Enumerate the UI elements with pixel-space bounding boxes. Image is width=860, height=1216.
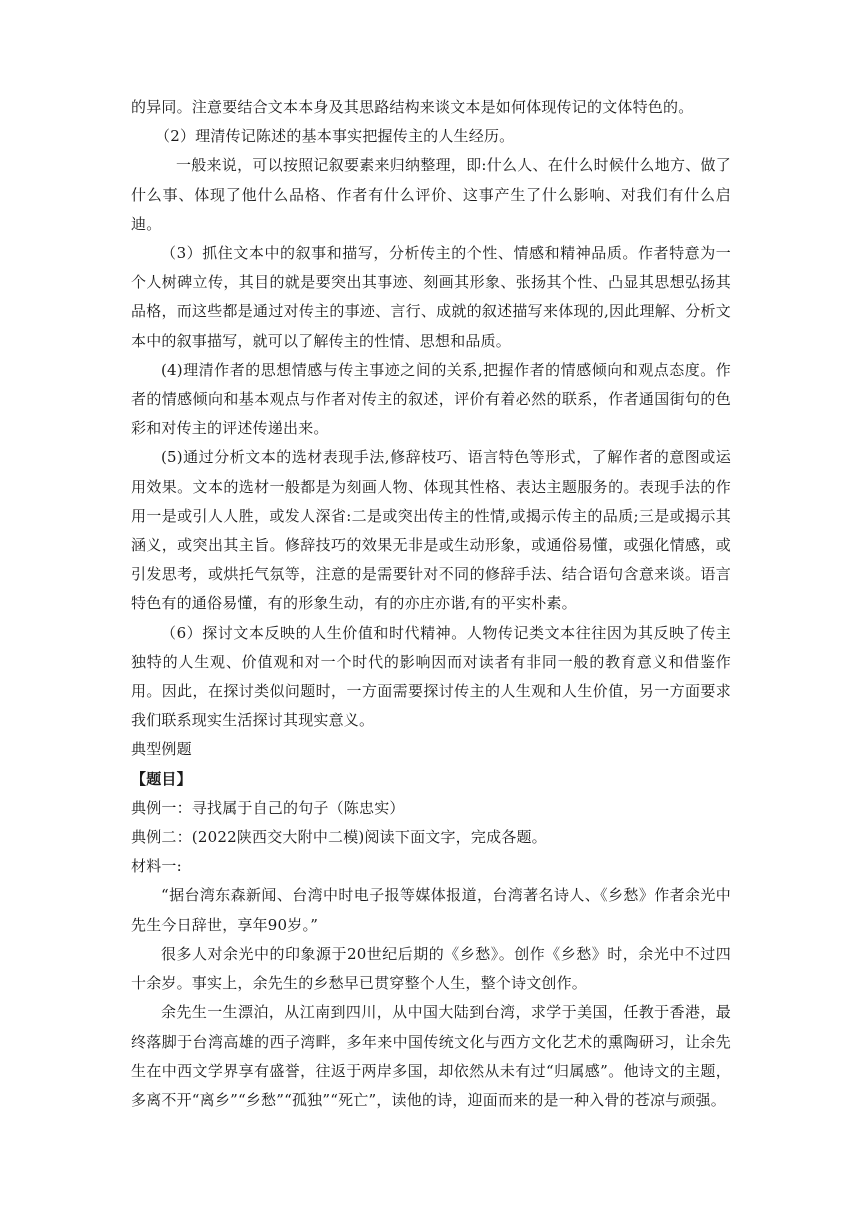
paragraph-point-4: (4)理清作者的思想情感与传主事迹之间的关系,把握作者的情感倾向和观点态度。作者的情感倾向和基本观点与作者对传主的叙述，评价有着必然的联系，作者通国街句的色彩和对传主的评述传递出来。 (131, 360, 731, 438)
paragraph-point-3: （3）抓住文本中的叙事和描写，分析传主的个性、情感和精神品质。作者特意为一个人树碑立传，其目的就是要突出其事迹、刻画其形象、张扬其个性、凸显其思想弘扬其品格，而这些都是通过对传主的事迹、言行、成就的叙述描写来体现的,因此理解、分析文本中的叙事描写，就可以了解传主的性情、思想和品质。 (131, 244, 731, 350)
paragraph-point-2: （2）理清传记陈述的基本事实把握传主的人生经历。 (155, 127, 515, 146)
example-two-title: 典例二：(2022陕西交大附中二模)阅读下面文字，完成各题。 (131, 828, 547, 847)
material-paragraph-quote: “据台湾东森新闻、台湾中时电子报等媒体报道，台湾著名诗人、《乡愁》作者余光中先生今日辞世，享年90岁。” (131, 886, 731, 934)
paragraph-point-6: （6）探讨文本反映的人生价值和时代精神。人物传记类文本往往因为其反映了传主独特的人生观、价值观和对一个时代的影响因而对读者有非同一般的教育意义和借鉴作用。因此，在探讨类似问题时，一方面需要探讨传主的人生观和人生价值，另一方面要求我们联系现实生活探讨其现实意义。 (131, 623, 731, 730)
example-one-title: 典例一：寻找属于自己的句子（陈忠实） (131, 798, 405, 817)
paragraph-point-5: (5)通过分析文本的选材表现手法,修辞枝巧、语言特色等形式，了解作者的意图或运用效果。文本的选材一般都是为刻画人物、体现其性格、表达主题服务的。表现手法的作用一是或引人人胜，或发人深省:二是或突出传主的性情,或揭示传主的品质;三是或揭示其涵义，或突出其主旨。修辞技巧的效果无非是或生动形象，或通俗易懂，或强化情感，或引发思考，或烘托气氛等，注意的是需要针对不同的修辞手法、结合语句含意来谈。语言特色有的通俗易懂，有的形象生动，有的亦庄亦谐,有的平实朴素。 (131, 448, 731, 613)
paragraph-point-2-detail: 一般来说，可以按照记叙要素来归纳整理，即:什么人、在什么时候什么地方、做了什么事、体现了他什么品格、作者有什么评价、这事产生了什么影响、对我们有什么启迪。 (131, 156, 731, 233)
paragraph-intro-continuation: 的异同。注意要结合文本本身及其思路结构来谈文本是如何体现传记的文体特色的。 (131, 98, 694, 116)
question-label: 【题目】 (131, 769, 192, 788)
material-paragraph-life: 余先生一生漂泊，从江南到四川，从中国大陆到台湾，求学于美国，任教于香港，最终落脚于台湾高雄的西子湾畔，多年来中国传统文化与西方文化艺术的熏陶研习，让余先生在中西文学界享有盛誉，往返于两岸多国，却依然从未有过“归属感”。他诗文的主题，多离不开“离乡”“乡愁”“孤独”“死亡”，读他的诗，迎面而来的是一种入骨的苍凉与顽强。 (131, 1003, 731, 1109)
material-one-label: 材料一: (131, 857, 182, 876)
material-paragraph-impression: 很多人对余光中的印象源于20世纪后期的《乡愁》。创作《乡愁》时，余光中不过四十余岁。事实上，余先生的乡愁早已贯穿整个人生，整个诗文创作。 (131, 944, 731, 993)
document-page (131, 93, 731, 1115)
section-heading-examples: 典型例题 (131, 740, 192, 759)
